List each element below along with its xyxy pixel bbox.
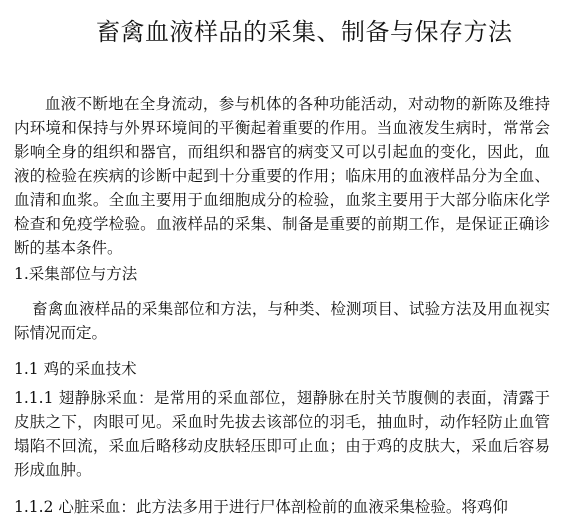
section-1-paragraph: 畜禽血液样品的采集部位和方法，与种类、检测项目、试验方法及用血视实际情况而定。 [14, 300, 550, 342]
section-1-1-1-paragraph: 1.1.1 翅静脉采血：是常用的采血部位，翅静脉在肘关节腹侧的表面，清露于皮肤之下，肉眼可见。采血时先拔去该部位的羽毛，抽血时，动作轻防止血管塌陷不回流，采血后略移动皮肤轻压即可止血；由于鸡的皮肤大，采血后容易形成血肿。 [14, 389, 550, 479]
section-1-1-heading: 1.1 鸡的采血技术 [14, 360, 137, 378]
document-title: 畜禽血液样品的采集、制备与保存方法 [96, 18, 513, 46]
section-1-heading: 1.采集部位与方法 [14, 265, 138, 283]
intro-paragraph: 血液不断地在全身流动，参与机体的各种功能活动，对动物的新陈及维持内环境和保持与外界环境间的平衡起着重要的作用。当血液发生病时，常常会影响全身的组织和器官，而组织和器官的病变又可以引起血的变化，因此，血液的检验在疾病的诊断中起到十分重要的作用；临床用的血液样品分为全血、血清和血浆。全血主要用于血细胞成分的检验，血浆主要用于大部分临床化学检查和免疫学检验。血液样品的采集、制备是重要的前期工作，是保证正确诊断的基本条件。 [14, 95, 550, 257]
section-1-1-2-paragraph: 1.1.2 心脏采血：此方法多用于进行尸体剖检前的血液采集检验。将鸡仰 [14, 498, 508, 516]
